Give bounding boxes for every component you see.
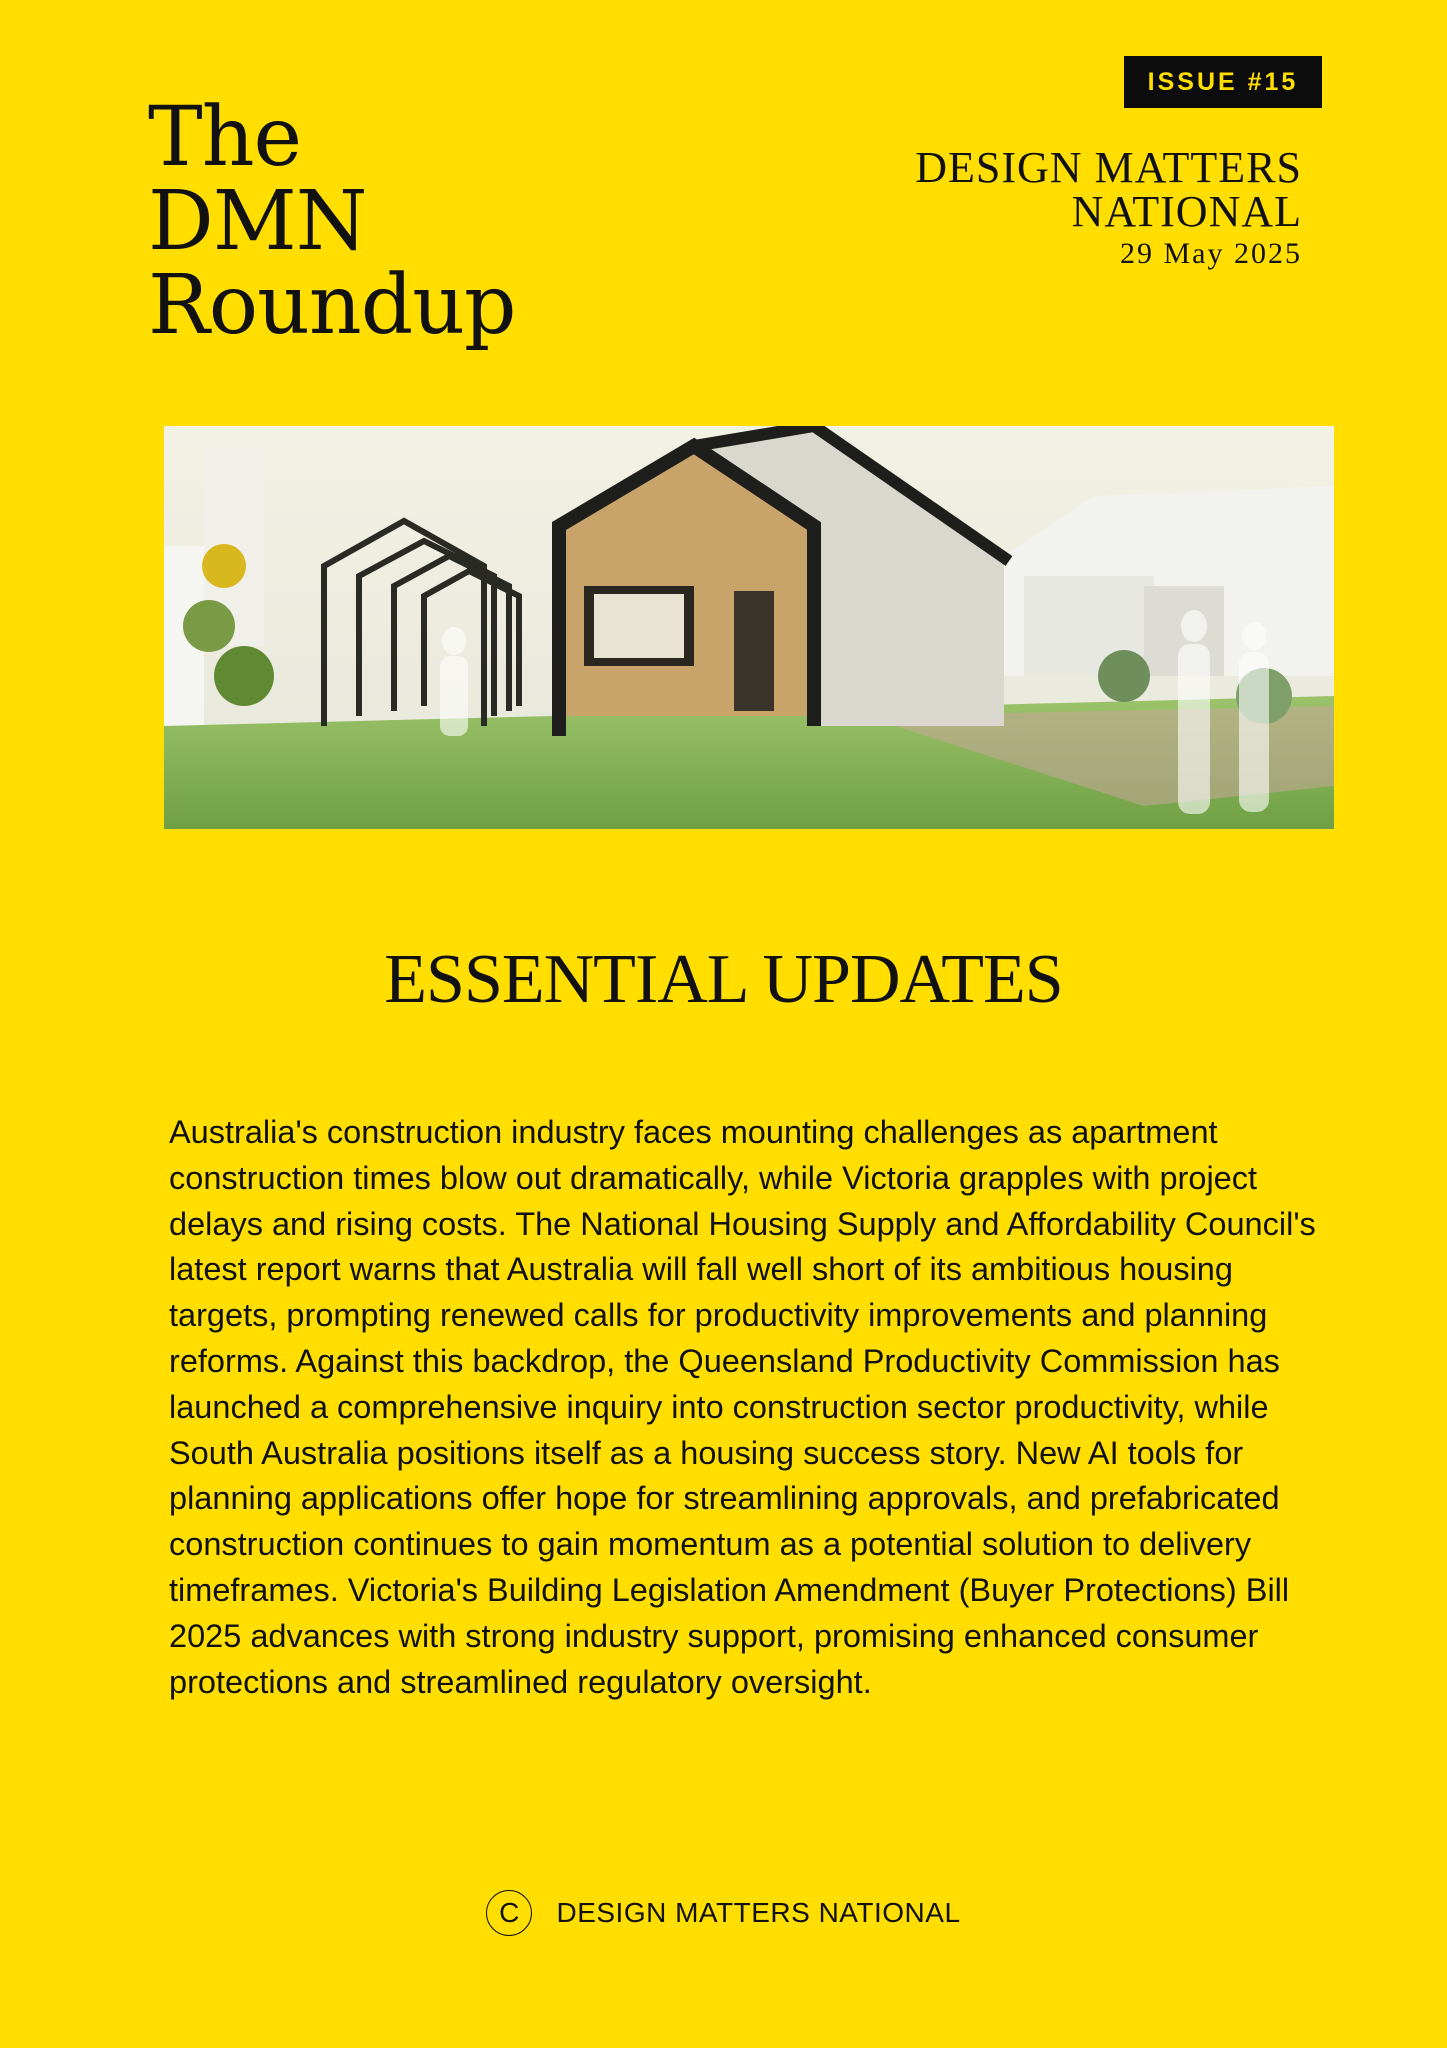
publisher-name-line-1: DESIGN MATTERS xyxy=(915,143,1302,192)
footer-text: DESIGN MATTERS NATIONAL xyxy=(556,1897,961,1928)
copyright-icon: C xyxy=(486,1890,532,1936)
masthead-line-1: The xyxy=(148,90,302,185)
publisher-block xyxy=(915,143,1302,272)
masthead-line-3: Roundup xyxy=(148,258,516,353)
section-title: ESSENTIAL UPDATES xyxy=(384,941,1063,1018)
masthead-line-2: DMN xyxy=(148,174,367,269)
footer xyxy=(0,1890,1447,1936)
section-body: Australia's construction industry faces mounting challenges as apartment construction times blow out dramatically, while Victoria grapples with project delays and rising costs. The National Housing Supply and Affordability Council's latest report warns that Australia will fall well short of its ambitious housing targets, prompting renewed calls for productivity improvements and planning reforms. Against this backdrop, the Queensland Productivity Commission has launched a comprehensive inquiry into construction sector productivity, while South Australia positions itself as a housing success story. New AI tools for planning applications offer hope for streamlining approvals, and prefabricated construction continues to gain momentum as a potential solution to delivery timeframes. Victoria's Building Legislation Amendment (Buyer Protections) Bill 2025 advances with strong industry support, promising enhanced consumer protections and streamlined regulatory oversight. xyxy=(169,1114,1316,1700)
house-rendering-image xyxy=(164,426,1334,829)
masthead-title xyxy=(148,90,516,353)
house-illustration xyxy=(164,426,1334,829)
issue-badge: ISSUE #15 xyxy=(1124,56,1322,108)
publisher-name-line-2: NATIONAL xyxy=(1071,187,1302,236)
issue-date: 29 May 2025 xyxy=(1120,237,1302,270)
